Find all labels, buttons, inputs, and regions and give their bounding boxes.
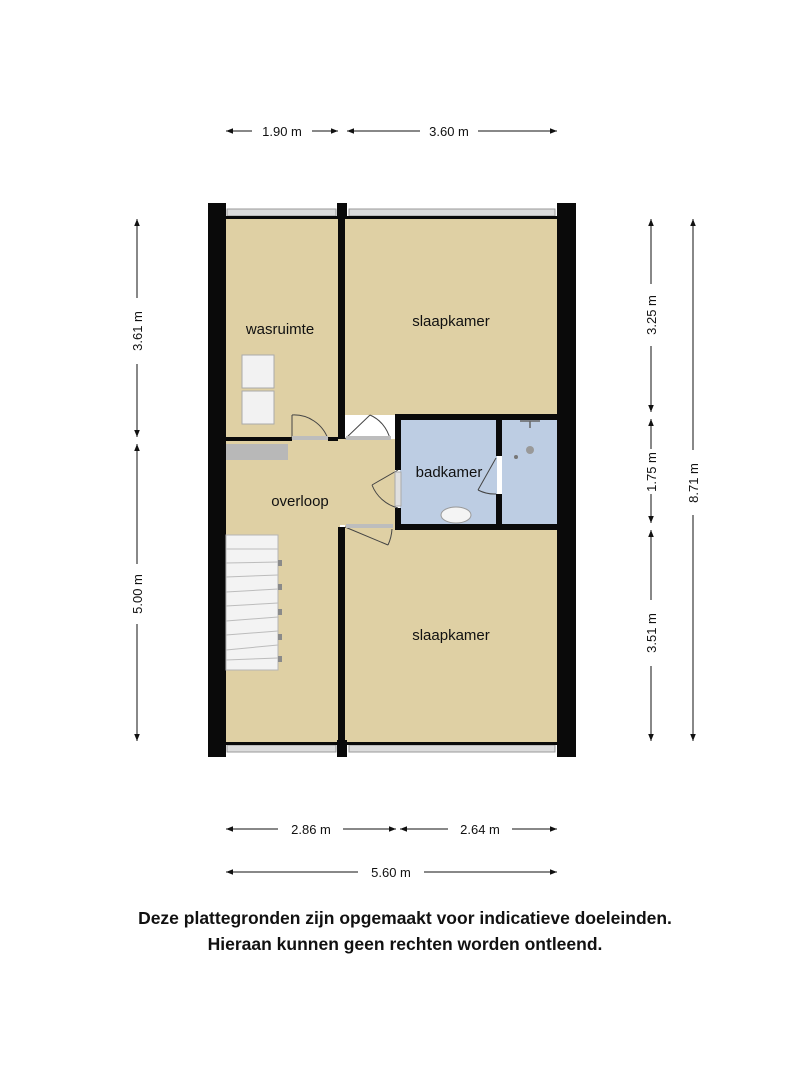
dim-top-right: 3.60 m <box>429 124 469 139</box>
cabinet-icon <box>226 444 288 460</box>
wall-bath-top <box>395 414 557 420</box>
stairs <box>226 535 282 670</box>
wall-top-edge <box>226 216 557 219</box>
room-label-badkamer: badkamer <box>415 464 483 481</box>
dim-right-total: 8.71 m <box>686 463 701 503</box>
wall-right <box>557 203 576 757</box>
window-bottom-right <box>349 745 555 752</box>
room-label-wasruimte: wasruimte <box>245 321 315 338</box>
wall-bottom-edge <box>226 742 557 745</box>
wall-bath-divider-upper <box>496 420 502 456</box>
sink-icon <box>441 507 471 523</box>
dim-left-upper: 3.61 m <box>130 311 145 351</box>
dim-right-upper: 3.25 m <box>644 295 659 335</box>
door-slaapkamer-top <box>345 415 390 439</box>
shower-drain-icon <box>526 446 534 454</box>
sill-slaapkamer-top <box>346 436 391 440</box>
dim-bottom-left: 2.86 m <box>291 822 331 837</box>
dim-bottom-right: 2.64 m <box>460 822 500 837</box>
dim-right-lower: 3.51 m <box>644 613 659 653</box>
wall-left <box>208 203 226 757</box>
sill-wasruimte <box>292 436 328 440</box>
wall-central-upper <box>338 219 345 439</box>
room-label-slaapkamer-top: slaapkamer <box>412 313 490 330</box>
disclaimer-line-2: Hieraan kunnen geen rechten worden ontleend. <box>207 934 603 954</box>
floor-shower <box>502 420 557 524</box>
room-label-slaapkamer-bottom: slaapkamer <box>412 627 490 644</box>
washing-machine-icon <box>242 391 274 424</box>
radiator-icon <box>395 472 401 506</box>
disclaimer-line-1: Deze plattegronden zijn opgemaakt voor indicatieve doeleinden. <box>138 908 672 928</box>
wall-bath-bottom <box>395 524 557 530</box>
wall-bath-left-upper <box>395 414 401 470</box>
dim-top-left: 1.90 m <box>262 124 302 139</box>
room-label-overloop: overloop <box>271 493 329 510</box>
window-top-right <box>349 209 555 216</box>
wall-wasruimte-bottom-left <box>226 437 292 441</box>
dim-bottom-total: 5.60 m <box>371 865 411 880</box>
dryer-icon <box>242 355 274 388</box>
wall-wasruimte-bottom-right <box>328 437 338 441</box>
sill-slaapkamer-bottom <box>346 524 393 528</box>
window-top-left <box>227 209 336 216</box>
dim-right-middle: 1.75 m <box>644 452 659 492</box>
window-bottom-left <box>227 745 336 752</box>
shower-knob-icon <box>514 455 518 459</box>
dim-left-lower: 5.00 m <box>130 574 145 614</box>
wall-bath-divider-lower <box>496 494 502 524</box>
wall-central-lower <box>338 527 345 743</box>
